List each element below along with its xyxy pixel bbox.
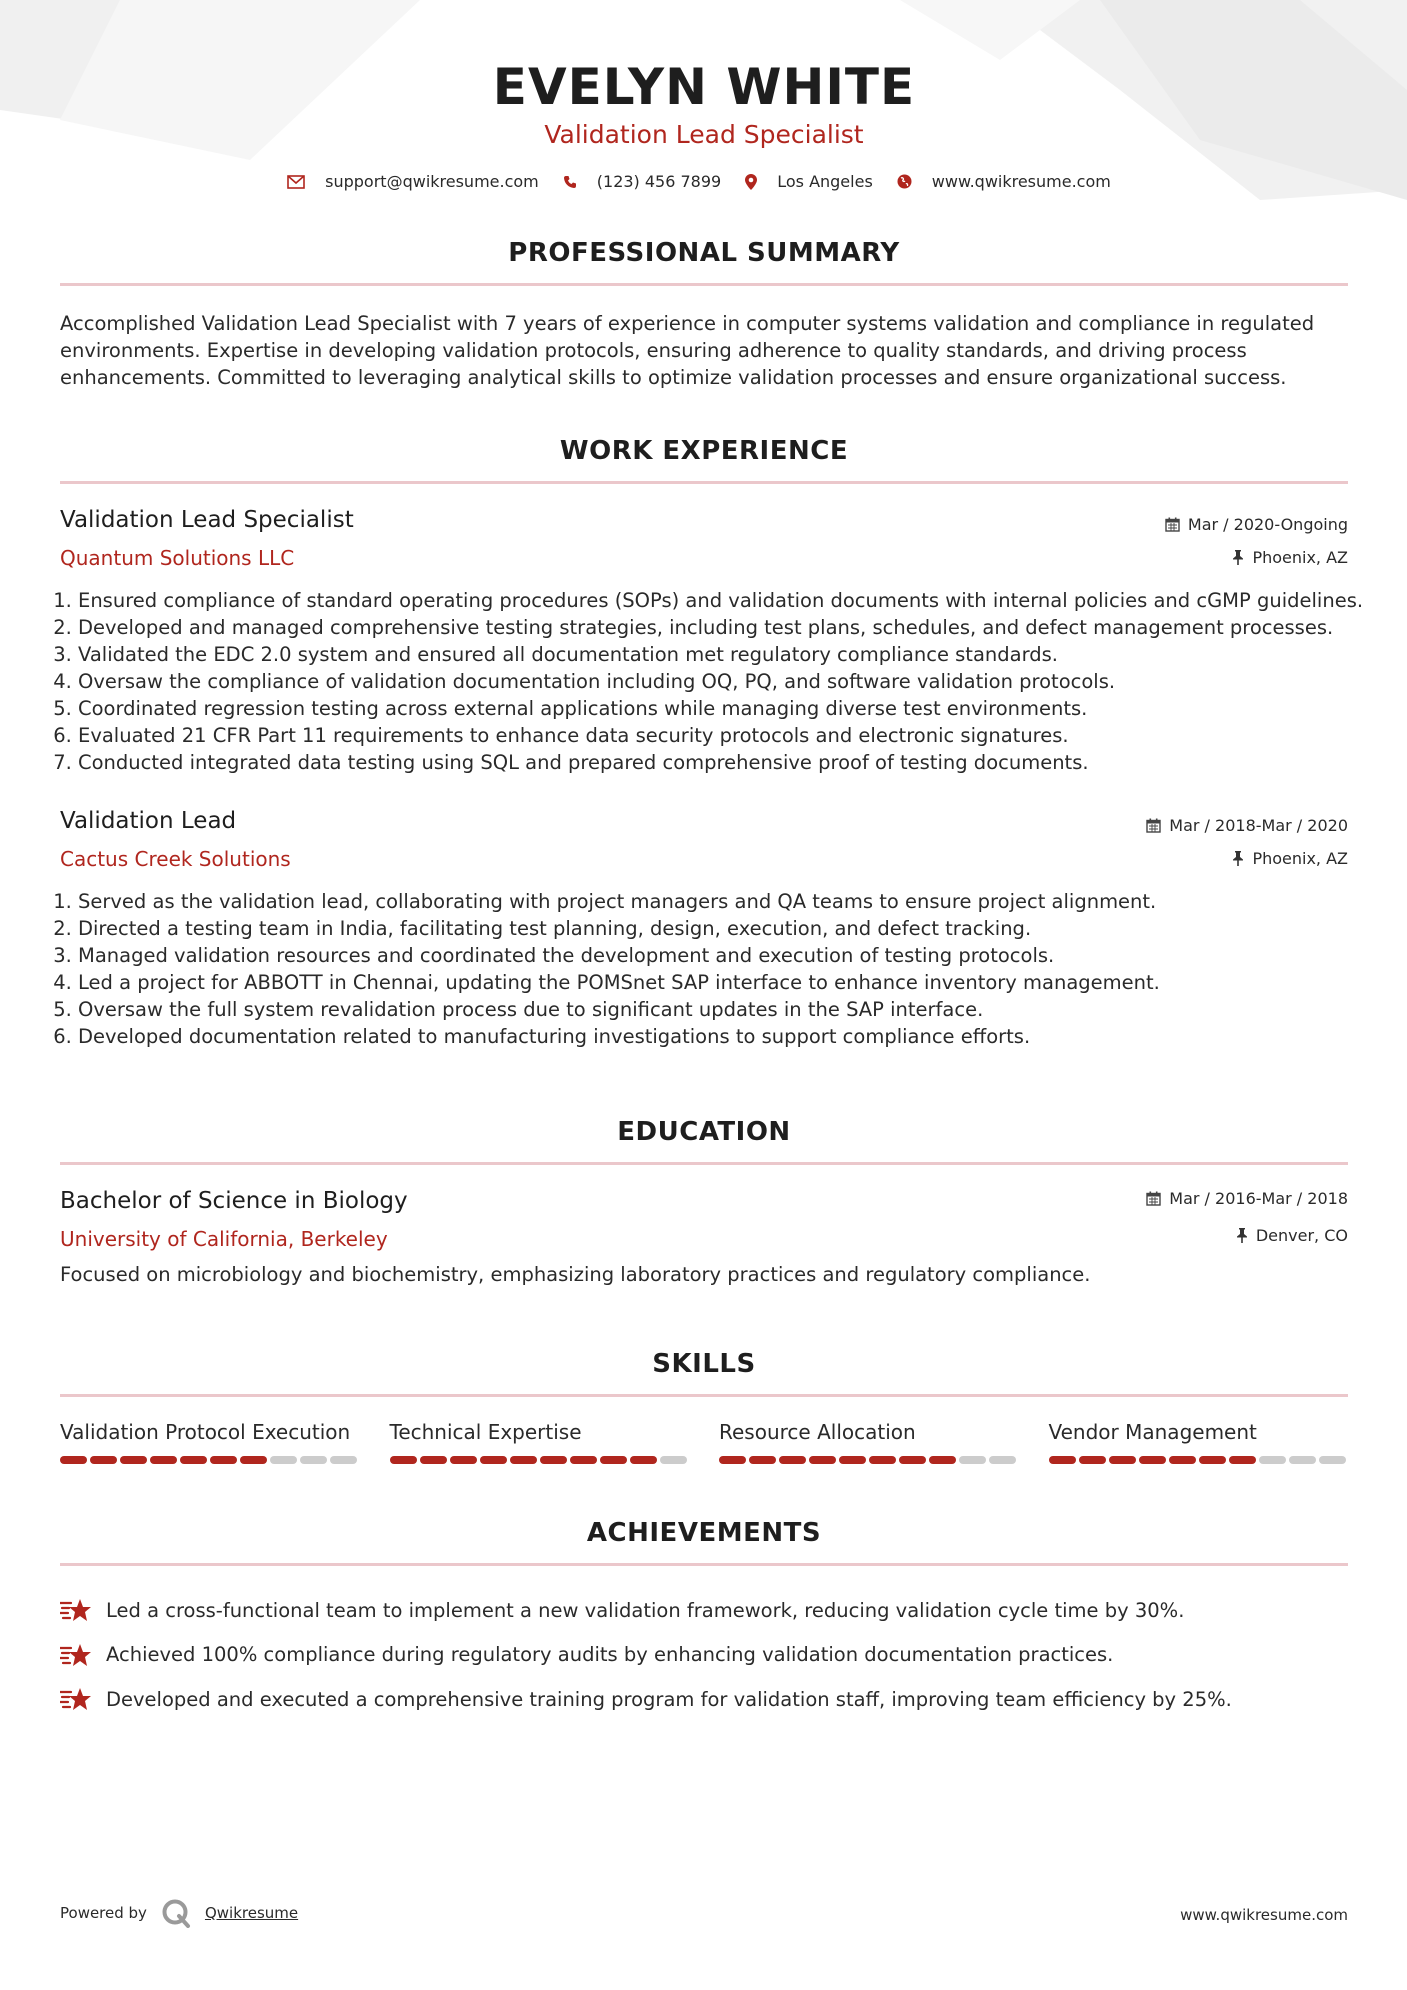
skill-item [390, 1420, 690, 1464]
education-heading: EDUCATION [617, 1117, 791, 1147]
job-location-text: Phoenix, AZ [1252, 548, 1348, 567]
summary-text: Accomplished Validation Lead Specialist with 7 years of experience in computer systems validation and compliance in regulated environments. Expertise in developing validation protocols, ensuring adherence to quality standards, and driving process enhancements. Committed to leveraging analytical skills to optimize validation processes and ensure organizational success. [60, 312, 1315, 389]
skill-segment-empty [660, 1456, 687, 1464]
achievements-divider [60, 1563, 1348, 1566]
job-location-text: Phoenix, AZ [1252, 849, 1348, 868]
duty-item: 5. Coordinated regression testing across external applications while managing diverse test environments. [78, 695, 1366, 722]
skill-segment-filled [630, 1456, 657, 1464]
achievement-item [60, 1677, 1348, 1722]
skill-segment-filled [60, 1456, 87, 1464]
duty-item: 3. Managed validation resources and coordinated the development and execution of testing protocols. [78, 942, 1366, 969]
contact-phone[interactable] [563, 172, 721, 191]
duty-item: 3. Validated the EDC 2.0 system and ensured all documentation met regulatory compliance standards. [78, 641, 1366, 668]
footer-powered-by [60, 1898, 298, 1928]
achievement-item [60, 1588, 1348, 1633]
shooting-star-icon [60, 1598, 92, 1622]
job-location [1232, 849, 1348, 868]
experience-heading: WORK EXPERIENCE [559, 436, 849, 466]
job-company: Cactus Creek Solutions [60, 847, 291, 871]
skill-segment-filled [600, 1456, 627, 1464]
summary-heading: PROFESSIONAL SUMMARY [508, 238, 900, 268]
education-location-text: Denver, CO [1255, 1226, 1348, 1245]
job-dates [1146, 816, 1348, 835]
skill-segment-filled [240, 1456, 267, 1464]
skill-segment-filled [480, 1456, 507, 1464]
skill-segment-filled [90, 1456, 117, 1464]
job-duties [60, 587, 1366, 776]
skill-name: Technical Expertise [389, 1420, 582, 1444]
skill-segment-filled [1199, 1456, 1226, 1464]
duty-item: 6. Developed documentation related to manufacturing investigations to support compliance efforts. [78, 1023, 1366, 1050]
contact-email[interactable] [287, 172, 539, 191]
skill-segment-filled [899, 1456, 926, 1464]
job-title: Validation Lead [60, 808, 237, 834]
skill-name: Validation Protocol Execution [60, 1420, 351, 1444]
duty-item: 4. Led a project for ABBOTT in Chennai, updating the POMSnet SAP interface to enhance inventory management. [78, 969, 1366, 996]
skill-segment-filled [869, 1456, 896, 1464]
skill-level-bar [1049, 1456, 1349, 1464]
map-pin-icon [745, 174, 757, 190]
skill-segment-filled [1139, 1456, 1166, 1464]
skill-segment-filled [1109, 1456, 1136, 1464]
skill-segment-filled [180, 1456, 207, 1464]
pushpin-icon [1236, 1228, 1248, 1243]
shooting-star-icon [60, 1643, 92, 1667]
pushpin-icon [1232, 851, 1244, 866]
education-degree: Bachelor of Science in Biology [60, 1188, 408, 1214]
skills-list [60, 1420, 1348, 1464]
job-company: Quantum Solutions LLC [60, 546, 295, 570]
education-school: University of California, Berkeley [60, 1227, 388, 1251]
skill-level-bar [390, 1456, 690, 1464]
job-duties [60, 888, 1366, 1050]
powered-by-label: Powered by [60, 1904, 147, 1922]
skill-segment-filled [390, 1456, 417, 1464]
skill-segment-filled [839, 1456, 866, 1464]
duty-item: 1. Served as the validation lead, collaborating with project managers and QA teams to ensure project alignment. [78, 888, 1366, 915]
job-dates-text: Mar / 2020-Ongoing [1187, 515, 1348, 534]
skill-segment-filled [1049, 1456, 1076, 1464]
globe-icon [897, 174, 912, 189]
skills-divider [60, 1394, 1348, 1397]
skill-item [60, 1420, 360, 1464]
skill-segment-empty [989, 1456, 1016, 1464]
job-dates [1165, 515, 1348, 534]
skill-segment-empty [1259, 1456, 1286, 1464]
skill-segment-empty [1289, 1456, 1316, 1464]
skill-segment-filled [719, 1456, 746, 1464]
contact-location [745, 172, 873, 191]
job-dates-text: Mar / 2018-Mar / 2020 [1169, 816, 1348, 835]
achievements-list [60, 1588, 1348, 1722]
skill-segment-filled [1169, 1456, 1196, 1464]
achievement-text: Achieved 100% compliance during regulatory audits by enhancing validation documentation practices. [106, 1643, 1114, 1667]
qwikresume-link[interactable]: Qwikresume [204, 1904, 299, 1922]
footer-website[interactable]: www.qwikresume.com [1180, 1906, 1348, 1924]
skill-segment-filled [749, 1456, 776, 1464]
envelope-icon [287, 175, 305, 189]
calendar-icon [1165, 517, 1180, 532]
skill-segment-filled [929, 1456, 956, 1464]
education-dates-text: Mar / 2016-Mar / 2018 [1169, 1189, 1348, 1208]
contact-website[interactable] [897, 172, 1111, 191]
skill-segment-filled [120, 1456, 147, 1464]
contact-bar [60, 172, 1348, 191]
skill-segment-empty [959, 1456, 986, 1464]
pushpin-icon [1232, 550, 1244, 565]
achievement-text: Developed and executed a comprehensive training program for validation staff, improving team efficiency by 25%. [106, 1687, 1232, 1711]
skill-segment-filled [150, 1456, 177, 1464]
achievement-item [60, 1633, 1348, 1678]
skill-segment-empty [270, 1456, 297, 1464]
duty-item: 6. Evaluated 21 CFR Part 11 requirements to enhance data security protocols and electronic signatures. [78, 722, 1366, 749]
candidate-role: Validation Lead Specialist [544, 120, 864, 149]
qwikresume-logo-icon [161, 1898, 191, 1928]
education-description: Focused on microbiology and biochemistry, emphasizing laboratory practices and regulatory compliance. [60, 1263, 1091, 1286]
skill-segment-filled [450, 1456, 477, 1464]
skill-item [1049, 1420, 1349, 1464]
phone-icon [563, 175, 577, 189]
achievements-heading: ACHIEVEMENTS [586, 1518, 822, 1548]
contact-location-text: Los Angeles [777, 172, 873, 191]
skill-segment-filled [779, 1456, 806, 1464]
job-title: Validation Lead Specialist [60, 507, 354, 533]
education-dates [1146, 1189, 1348, 1208]
skill-name: Resource Allocation [719, 1420, 916, 1444]
duty-item: 7. Conducted integrated data testing using SQL and prepared comprehensive proof of testing documents. [78, 749, 1366, 776]
duty-item: 4. Oversaw the compliance of validation documentation including OQ, PQ, and software validation protocols. [78, 668, 1366, 695]
summary-divider [60, 283, 1348, 286]
education-location [1236, 1226, 1348, 1245]
skill-segment-empty [1319, 1456, 1346, 1464]
contact-website-text: www.qwikresume.com [931, 172, 1111, 191]
shooting-star-icon [60, 1687, 92, 1711]
skill-segment-empty [330, 1456, 357, 1464]
skills-heading: SKILLS [652, 1349, 756, 1379]
skill-segment-filled [570, 1456, 597, 1464]
skill-level-bar [60, 1456, 360, 1464]
skill-segment-filled [1229, 1456, 1256, 1464]
achievement-text: Led a cross-functional team to implement a new validation framework, reducing validation cycle time by 30%. [106, 1598, 1185, 1622]
skill-item [719, 1420, 1019, 1464]
skill-segment-filled [809, 1456, 836, 1464]
education-divider [60, 1162, 1348, 1165]
duty-item: 2. Developed and managed comprehensive testing strategies, including test plans, schedules, and defect management processes. [78, 614, 1366, 641]
skill-level-bar [719, 1456, 1019, 1464]
contact-email-text: support@qwikresume.com [325, 172, 539, 191]
skill-segment-filled [510, 1456, 537, 1464]
candidate-name: EVELYN WHITE [492, 58, 916, 116]
job-location [1232, 548, 1348, 567]
calendar-icon [1146, 818, 1161, 833]
skill-segment-filled [420, 1456, 447, 1464]
duty-item: 5. Oversaw the full system revalidation process due to significant updates in the SAP interface. [78, 996, 1366, 1023]
skill-segment-filled [1079, 1456, 1106, 1464]
skill-segment-empty [300, 1456, 327, 1464]
duty-item: 2. Directed a testing team in India, facilitating test planning, design, execution, and defect tracking. [78, 915, 1366, 942]
experience-divider [60, 481, 1348, 484]
contact-phone-text: (123) 456 7899 [596, 172, 722, 191]
skill-name: Vendor Management [1048, 1420, 1257, 1444]
skill-segment-filled [540, 1456, 567, 1464]
duty-item: 1. Ensured compliance of standard operating procedures (SOPs) and validation documents with internal policies and cGMP guidelines. [78, 587, 1366, 614]
skill-segment-filled [210, 1456, 237, 1464]
calendar-icon [1146, 1191, 1161, 1206]
